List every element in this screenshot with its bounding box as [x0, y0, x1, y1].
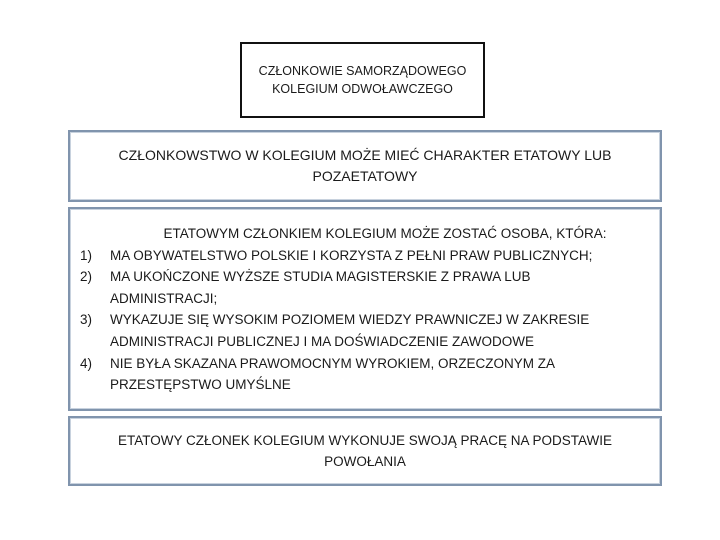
title-box [240, 42, 485, 118]
requirement-text [110, 245, 650, 267]
requirement-text [110, 309, 650, 352]
membership-type-box [68, 130, 662, 202]
requirement-line-2: PRZESTĘPSTWO UMYŚLNE [110, 377, 291, 393]
title-line-1: CZŁONKOWIE SAMORZĄDOWEGO [258, 64, 467, 78]
requirement-line-1: NIE BYŁA SKAZANA PRAWOMOCNYM WYROKIEM, ORZECZONYM ZA [110, 355, 556, 371]
requirement-number: 2) [80, 269, 93, 285]
requirement-item-1 [80, 245, 650, 267]
requirement-line-2: ADMINISTRACJI PUBLICZNEJ I MA DOŚWIADCZENIE ZAWODOWE [110, 333, 535, 349]
requirement-line-1: MA OBYWATELSTWO POLSKIE I KORZYSTA Z PEŁNI PRAW PUBLICZNYCH; [110, 247, 593, 263]
requirement-text [110, 353, 650, 396]
requirement-item-2 [80, 266, 650, 309]
requirements-list [80, 245, 650, 396]
requirement-number: 1) [80, 247, 93, 263]
appointment-line-1: ETATOWY CZŁONEK KOLEGIUM WYKONUJE SWOJĄ PRACĘ NA PODSTAWIE [117, 433, 613, 448]
requirement-item-3 [80, 309, 650, 352]
requirement-text [110, 266, 650, 309]
appointment-box [68, 416, 662, 486]
requirement-number: 3) [80, 312, 93, 328]
appointment-text [118, 430, 612, 472]
membership-type-line-2: POZAETATOWY [312, 168, 418, 184]
title-line-2: KOLEGIUM ODWOŁAWCZEGO [272, 82, 453, 96]
requirement-line-1: MA UKOŃCZONE WYŻSZE STUDIA MAGISTERSKIE Z PRAWA LUB [110, 269, 531, 285]
requirement-line-2: ADMINISTRACJI; [110, 290, 218, 306]
membership-type-text [119, 145, 612, 187]
appointment-line-2: POWOŁANIA [324, 454, 406, 469]
requirement-number: 4) [80, 355, 93, 371]
requirement-item-4 [80, 353, 650, 396]
requirement-line-1: WYKAZUJE SIĘ WYSOKIM POZIOMEM WIEDZY PRAWNICZEJ W ZAKRESIE [110, 312, 590, 328]
requirements-intro: ETATOWYM CZŁONKIEM KOLEGIUM MOŻE ZOSTAĆ OSOBA, KTÓRA: [163, 226, 607, 241]
membership-type-line-1: CZŁONKOWSTWO W KOLEGIUM MOŻE MIEĆ CHARAKTER ETATOWY LUB [118, 147, 612, 163]
requirements-box [68, 207, 662, 411]
title-text [259, 62, 467, 98]
